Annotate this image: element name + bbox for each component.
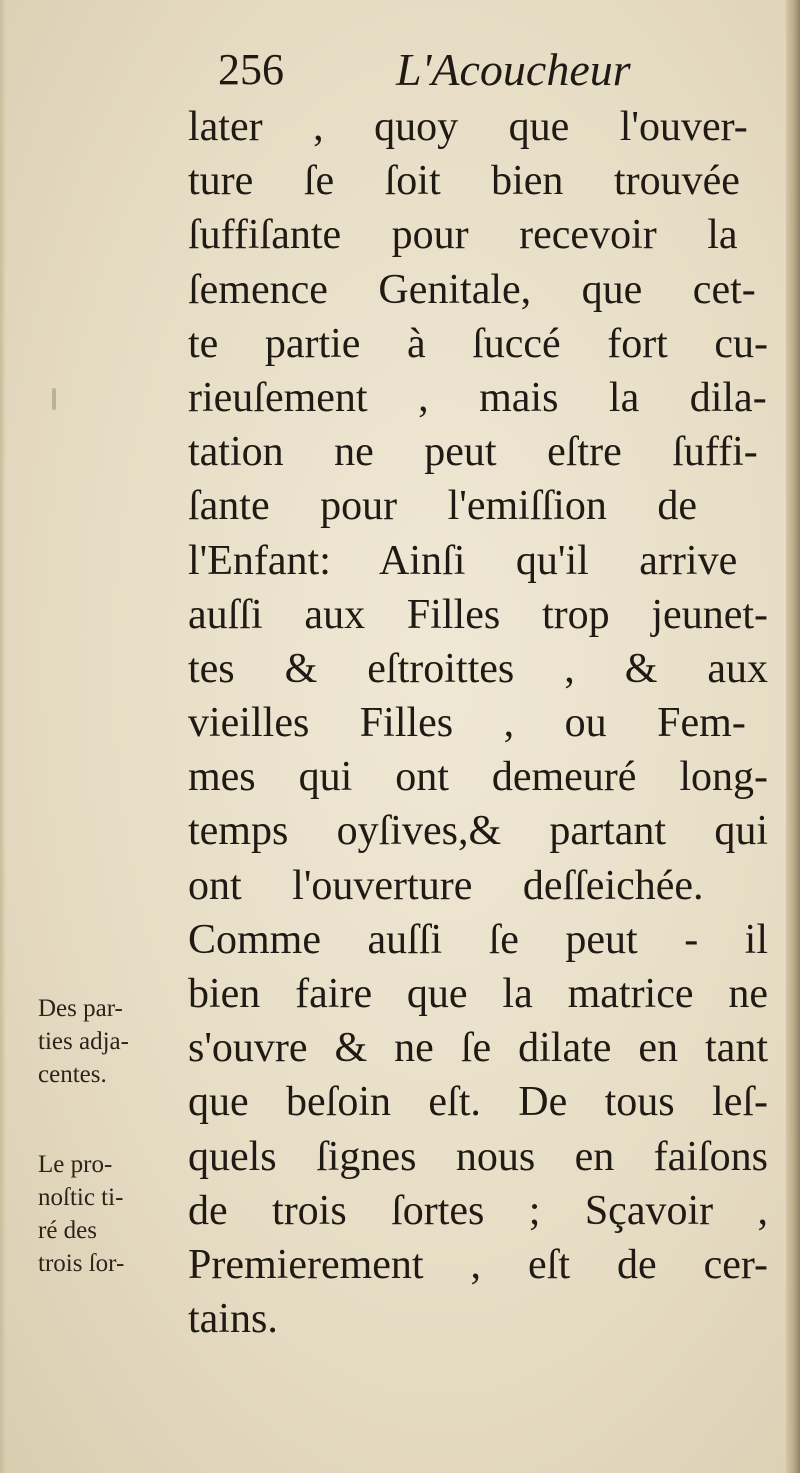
- text-line: ont l'ouverture deſſeichée.: [188, 862, 704, 909]
- margin-note-line: ties adja-: [38, 1028, 129, 1055]
- margin-note-line: Le pro-: [38, 1151, 113, 1178]
- text-line: rieuſement , mais la dila-: [188, 374, 767, 421]
- text-line: ſuffiſante pour recevoir la: [188, 212, 738, 259]
- page-number: 256: [218, 45, 284, 94]
- text-line: ture ſe ſoit bien trouvée: [188, 158, 740, 205]
- running-title: L'Acoucheur: [396, 44, 631, 95]
- text-line: tes & eſtroittes , & aux: [188, 645, 768, 692]
- page-header: [218, 40, 678, 100]
- margin-note-line: ré des: [38, 1217, 97, 1244]
- page-right-edge: [786, 0, 800, 1473]
- page-left-edge: [0, 0, 6, 1473]
- ink-speck: [52, 388, 56, 410]
- text-line: que beſoin eſt. De tous leſ-: [188, 1079, 768, 1126]
- text-line: auſſi aux Filles trop jeunet-: [188, 591, 768, 638]
- margin-note-line: trois ſor-: [38, 1250, 125, 1277]
- text-line: tation ne peut eſtre ſuffi-: [188, 429, 758, 476]
- margin-note-line: Des par-: [38, 995, 123, 1022]
- text-line: ſemence Genitale, que cet-: [188, 266, 756, 313]
- text-line: tains.: [188, 1296, 278, 1343]
- text-line: s'ouvre & ne ſe dilate en tant: [188, 1025, 768, 1072]
- text-line: l'Enfant: Ainſi qu'il arrive: [188, 537, 738, 584]
- text-line: Comme auſſi ſe peut - il: [188, 916, 768, 963]
- margin-note-line: noſtic ti-: [38, 1184, 124, 1211]
- text-line: later , quoy que l'ouver-: [188, 104, 748, 150]
- margin-note-prognosis: [38, 1148, 178, 1280]
- body-text: [188, 100, 768, 1346]
- text-line: de trois ſortes ; Sçavoir ,: [188, 1187, 768, 1234]
- text-line: ſante pour l'emiſſion de: [188, 483, 697, 530]
- text-line: vieilles Filles , ou Fem-: [188, 700, 746, 747]
- text-line: Premierement , eſt de cer-: [188, 1241, 768, 1288]
- text-line: temps oyſives,& partant qui: [188, 808, 768, 855]
- margin-note-line: centes.: [38, 1061, 107, 1088]
- text-line: mes qui ont demeuré long-: [188, 754, 768, 801]
- margin-note-adjacent-parts: [38, 992, 178, 1091]
- text-line: quels ſignes nous en faiſons: [188, 1133, 768, 1180]
- text-line: bien faire que la matrice ne: [188, 971, 768, 1017]
- text-line: te partie à ſuccé fort cu-: [188, 320, 768, 367]
